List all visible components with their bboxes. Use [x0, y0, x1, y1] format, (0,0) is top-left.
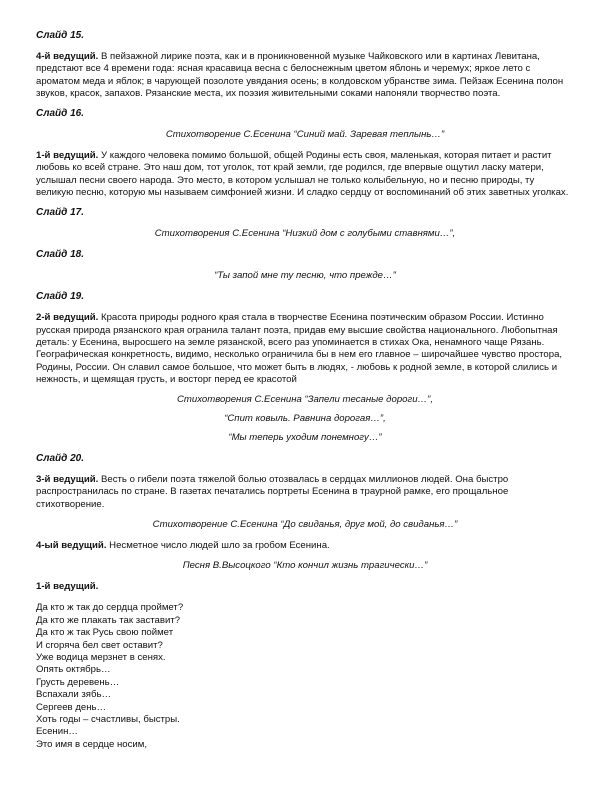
- poem-line: Вспахали зябь…: [36, 689, 112, 701]
- slide-heading: Слайд 17.: [36, 207, 84, 219]
- paragraph-text: Несметное число людей шло за гробом Есенина.: [106, 540, 330, 552]
- slide-heading: Слайд 19.: [36, 291, 84, 303]
- citation: Стихотворения С.Есенина “Низкий дом с голубыми ставнями…”,: [154, 228, 456, 240]
- slide-heading: Слайд 15.: [36, 30, 84, 41]
- paragraph: [36, 312, 574, 386]
- citation: “Спит ковыль. Равнина дорогая…”,: [224, 413, 386, 425]
- poem-line: Опять октябрь…: [36, 664, 111, 676]
- speaker-label: 4-й ведущий.: [36, 51, 99, 62]
- paragraph-text: Красота природы родного края стала в творчестве Есенина поэтическим образом России. Истинно русская природа рязанского края огранила талант поэта, придав ему высшие свойства национального. Любопытная деталь: у Есенина, выросшего на земле рязанской, всего раз упоминается в стихах Ока, ненамного чаще Рязань. Географическая конкретность, видимо, несколько ограничила бы в нем его главное – широчайшее чувство простора, Родины, России. Он славил самое большое, что может быть в людях, - любовь к родной земле, в которой слились и нежность, и щемящая грусть, и восторг перед ее красотой: [36, 312, 563, 385]
- slide-heading: Слайд 16.: [36, 108, 84, 120]
- paragraph: [36, 51, 574, 100]
- speaker-label: 3-й ведущий.: [36, 474, 99, 486]
- document-page: [36, 30, 574, 751]
- paragraph-text: У каждого человека помимо большой, общей Родины есть своя, маленькая, которая питает и растит любовь ко всей стране. Это наш дом, тот уголок, тот край земли, где родился, где впервые ощутил ласку матери, услышал песни своего народа. Это место, в котором услышал не только колыбельную, но и песню природы, ту великую песню, которую мы называем симфонией жизни. И сладко сердцу от воспоминаний об этих заветных уголках.: [36, 150, 569, 199]
- poem-line: Да кто ж так Русь свою поймет: [36, 627, 174, 639]
- citation: “Ты запой мне ту песню, что прежде…”: [214, 270, 396, 282]
- speaker-label: 4-ый ведущий.: [36, 540, 107, 552]
- poem-line: Сергеев день…: [36, 701, 107, 713]
- poem-line: Грусть деревень…: [36, 676, 120, 688]
- poem-line: Есенин…: [36, 726, 78, 738]
- poem-line: Хоть годы – счастливы, быстры.: [36, 714, 180, 725]
- paragraph: [36, 540, 574, 552]
- poem-line: Да кто ж так до сердца проймет?: [36, 602, 184, 614]
- citation: Песня В.Высоцкого “Кто кончил жизнь трагически…”: [182, 560, 428, 572]
- poem-line: Да кто же плакать так заставит?: [36, 614, 181, 626]
- paragraph: [36, 474, 574, 511]
- citation: “Мы теперь уходим понемногу…”: [228, 432, 382, 444]
- citation: Стихотворение С.Есенина “До свиданья, друг мой, до свиданья…”: [152, 519, 458, 531]
- poem-line: Это имя в сердце носим,: [36, 738, 148, 750]
- paragraph: [36, 150, 574, 199]
- slide-heading: Слайд 18.: [36, 249, 84, 261]
- paragraph-text: Весть о гибели поэта тяжелой болью отозвалась в сердцах миллионов людей. Она быстро распространилась по стране. В газетах печатались портреты Есенина в траурной рамке, его прощальное стихотворение.: [36, 474, 509, 510]
- citation: Стихотворения С.Есенина “Запели тесаные дороги…”,: [176, 394, 434, 406]
- poem: [36, 602, 574, 751]
- slide-heading: Слайд 20.: [36, 453, 84, 465]
- poem-line: И сгоряча бел свет оставит?: [36, 639, 163, 651]
- speaker-label: 1-й ведущий.: [36, 150, 99, 162]
- poem-line: Уже водица мерзнет в сенях.: [36, 651, 166, 663]
- speaker-label: 1-й ведущий.: [36, 581, 99, 593]
- citation: Стихотворение С.Есенина “Синий май. Заревая теплынь…”: [165, 129, 445, 141]
- paragraph-text: В пейзажной лирике поэта, как и в проникновенной музыке Чайковского или в картинах Левитана, предстают все 4 времени года: ясная красавица весна с белоснежным цветом яблонь и черемух; яркое лето с ароматом меда и яблок; в чарующей позолоте увядания осень; в колдовском убранстве зима. Пейзаж Есенина полон звуков, красок, запахов. Рязанские места, их поэзия живительными соками напоняли творчество поэта.: [36, 51, 564, 99]
- speaker-label: 2-й ведущий.: [36, 312, 99, 324]
